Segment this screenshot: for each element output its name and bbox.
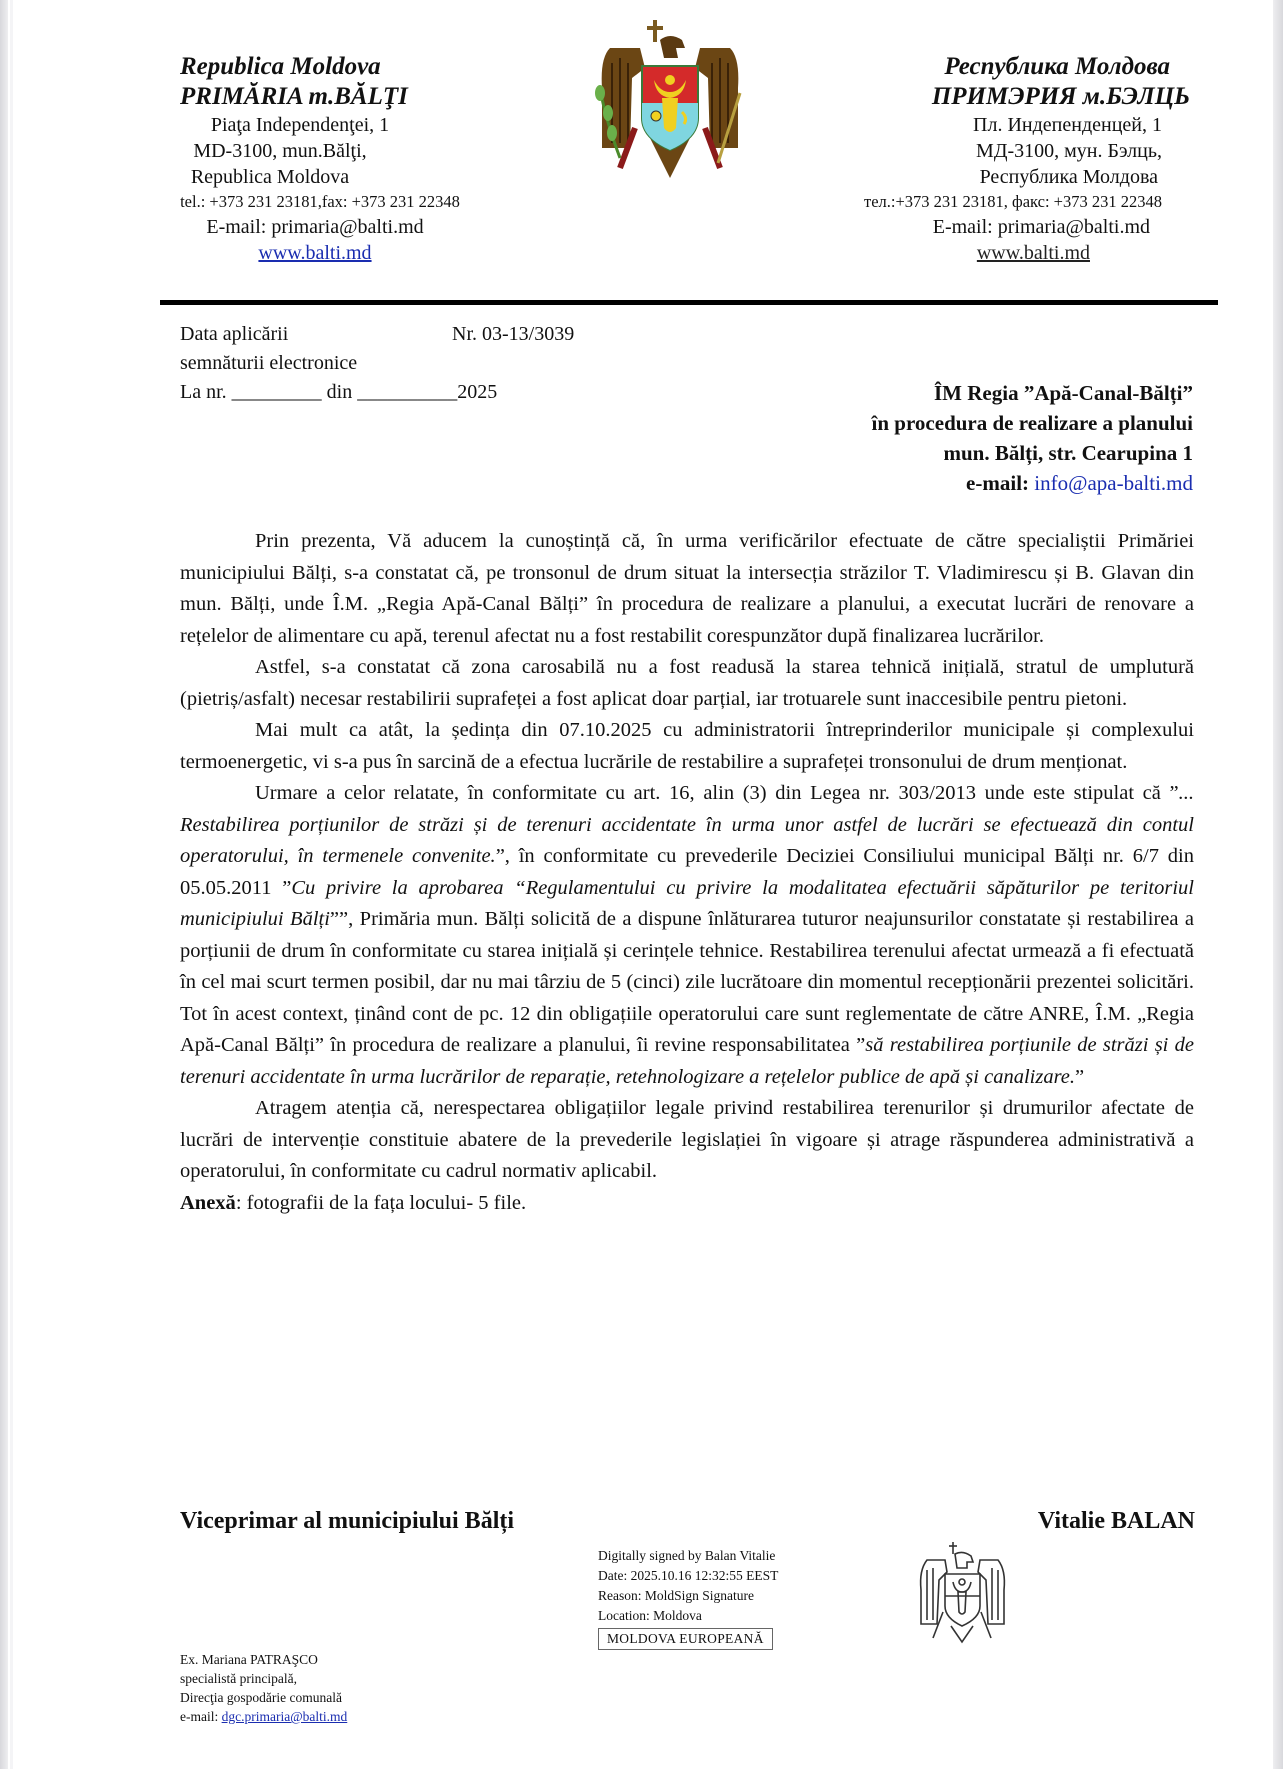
institution-name-ru: ПРИМЭРИЯ м.БЭЛЦЬ <box>931 83 1190 110</box>
header-right-russian <box>770 52 1190 266</box>
recipient-address: mun. Bălți, str. Cearupina 1 <box>943 441 1193 465</box>
page-edge-left-highlight <box>10 0 13 1769</box>
recipient-block <box>872 378 1193 498</box>
recipient-email-label: e-mail: <box>966 471 1035 495</box>
email-line-ru: E-mail: primaria@balti.md <box>932 216 1150 238</box>
country-name-ru: Республика Молдова <box>944 53 1170 80</box>
signatory-position: Viceprimar al municipiului Bălți <box>180 1508 515 1534</box>
address-line-3-ru: Республика Молдова <box>979 166 1158 188</box>
paragraph-4 <box>180 778 1194 1093</box>
executor-block <box>180 1650 347 1726</box>
digsig-reason: Reason: MoldSign Signature <box>598 1588 754 1603</box>
signatory-name: Vitalie BALAN <box>1037 1508 1195 1534</box>
address-line-1-ru: Пл. Индепенденцей, 1 <box>973 114 1162 136</box>
recipient-name: ÎM Regia ”Apă-Canal-Bălți” <box>934 381 1193 405</box>
coat-of-arms-outline-icon <box>915 1540 1010 1645</box>
p4-text-c: ””, Primăria mun. Bălți solicită de a dispune înlăturarea tuturor neajunsurilor constatate și restabilirea a porțiunii de drum în conformitate cu starea inițială și cerințele tehnice. Restabilirea terenului afectat urmează a fi efectuată în cel mai scurt termen posibil, dar nu mai târziu de 5 (cinci) zile lucrătoare din momentul recepționării prezentei solicitări. Tot în acest context, ținând cont de pc. 12 din obligațiile operatorului care sunt reglementate de către ANRE, Î.M. „Regia Apă-Canal Bălți” în procedura de realizare a planului, îi revine responsabilitatea ” <box>180 908 1194 1056</box>
paragraph-1: Prin prezenta, Vă aducem la cunoștință că, în urma verificărilor efectuate de către specialiștii Primăriei municipiului Bălți, s-a constatat că, pe tronsonul de drum situat la intersecția străzilor T. Vladimirescu și B. Glavan din mun. Bălți, unde Î.M. „Regia Apă-Canal Bălți” în procedura de realizare a planului, a executat lucrări de renovare a rețelelor de alimentare cu apă, terenul afectat nu a fost restabilit corespunzător după finalizarea lucrărilor. <box>180 530 1194 647</box>
website-link-ru[interactable]: www.balti.md <box>976 242 1090 264</box>
header-left-romanian <box>180 52 580 266</box>
phone-fax-ru: тел.:+373 231 23181, факс: +373 231 22348 <box>864 192 1162 211</box>
email-line: E-mail: primaria@balti.md <box>206 216 424 238</box>
phone-fax: tel.: +373 231 23181,fax: +373 231 22348 <box>180 192 460 211</box>
date-label-line2: semnăturii electronice <box>180 352 358 374</box>
institution-name: PRIMĂRIA m.BĂLŢI <box>180 83 408 110</box>
digsig-badge: MOLDOVA EUROPEANĂ <box>598 1628 773 1650</box>
p4-text-d: ” <box>1075 1065 1085 1088</box>
header-divider <box>160 300 1218 305</box>
website-link[interactable]: www.balti.md <box>258 242 372 264</box>
recipient-email-link[interactable]: info@apa-balti.md <box>1034 471 1193 495</box>
digsig-location: Location: Moldova <box>598 1608 702 1623</box>
executor-email-label: e-mail: <box>180 1709 222 1724</box>
date-label-line1: Data aplicării <box>180 323 289 345</box>
paragraph-5: Atragem atenția că, nerespectarea obligațiilor legale privind restabilirea terenurilor și drumurilor afectate de lucrări de intervenție constituie abatere de la prevederile legislației în vigoare și atrage răspunderea administrativă a operatorului, în conformitate cu cadrul normativ aplicabil. <box>180 1097 1194 1182</box>
p4-text-a: Urmare a celor relatate, în conformitate cu art. 16, alin (3) din Legea nr. 303/2013 unde este stipulat că ” <box>255 782 1179 804</box>
page-edge-left <box>0 0 8 1769</box>
digsig-signed-by: Digitally signed by Balan Vitalie <box>598 1548 776 1563</box>
address-line-2: MD-3100, mun.Bălţi, <box>193 140 367 162</box>
recipient-line2: în procedura de realizare a planului <box>871 411 1193 435</box>
document-number: Nr. 03-13/3039 <box>452 323 575 345</box>
address-line-2-ru: МД-3100, мун. Бэлць, <box>976 140 1162 162</box>
signature-date-label <box>180 320 357 378</box>
page-edge-right <box>1273 0 1283 1769</box>
executor-email-row <box>180 1707 347 1726</box>
address-line-3: Republica Moldova <box>190 166 350 188</box>
reference-line: La nr. _________ din __________2025 <box>180 381 498 403</box>
executor-title: specialistă principală, <box>180 1671 297 1686</box>
executor-department: Direcţia gospodărie comunală <box>180 1690 342 1705</box>
moldova-coat-of-arms-icon <box>590 18 750 183</box>
p4-quote-law: ... Restabilirea porțiunilor de străzi și de terenuri accidentate în urma unor astfel de lucrări se efectuează din contul operatorului, în termenele convenite. <box>180 782 1194 867</box>
executor-email-link[interactable]: dgc.primaria@balti.md <box>221 1709 348 1724</box>
annex-line <box>180 1188 1194 1220</box>
recipient-email-row <box>872 468 1193 498</box>
executor-name: Ex. Mariana PATRAŞCO <box>180 1652 318 1667</box>
annex-text: : fotografii de la fața locului- 5 file. <box>235 1191 527 1214</box>
annex-label: Anexă <box>180 1191 236 1214</box>
p4-quote-decision: Cu privire la aprobarea “Regulamentului cu privire la modalitatea efectuării săpăturilor pe teritoriul municipiului Bălți <box>180 876 1194 930</box>
letter-body <box>180 526 1194 1219</box>
address-line-1: Piaţa Independenţei, 1 <box>210 114 390 136</box>
paragraph-2: Astfel, s-a constatat că zona carosabilă nu a fost readusă la starea tehnică inițială, stratul de umplutură (pietriș/asfalt) necesar restabilirii suprafeței a fost aplicat doar parțial, iar trotuarele sunt inaccesibile pentru pietoni. <box>180 656 1194 710</box>
country-name: Republica Moldova <box>180 53 381 80</box>
p4-quote-anre: să restabilirea porțiunile de străzi și de terenuri accidentate în urma lucrărilor de reparație, retehnologizare a rețelelor publice de apă și canalizare. <box>180 1034 1194 1088</box>
digsig-date: Date: 2025.10.16 12:32:55 EEST <box>598 1568 779 1583</box>
digital-signature-block <box>598 1546 778 1650</box>
p4-text-b: ”, în conformitate cu prevederile Deciziei Consiliului municipal Bălți nr. 6/7 din 05.05.2011 ” <box>180 845 1194 899</box>
paragraph-3: Mai mult ca atât, la ședința din 07.10.2025 cu administratorii întreprinderilor municipale și complexului termoenergetic, vi s-a pus în sarcină de a efectua lucrările de restabilire a suprafeței tronsonului de drum menționat. <box>180 719 1194 773</box>
